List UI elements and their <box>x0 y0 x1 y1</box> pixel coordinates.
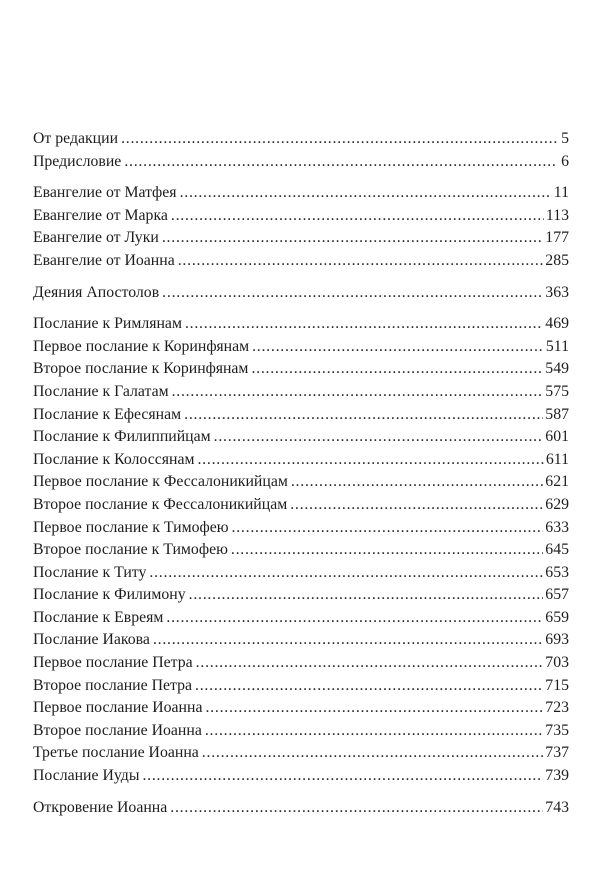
toc-entry <box>33 720 569 743</box>
toc-entry <box>33 381 569 404</box>
toc-entry-title: Послание к Филиппийцам <box>33 428 211 446</box>
toc-entry-page-number: 5 <box>561 130 569 147</box>
toc-entry <box>33 282 569 305</box>
toc-section <box>33 182 569 272</box>
toc-entry-page-number: 723 <box>545 699 569 717</box>
dot-leader <box>149 562 543 585</box>
toc-section <box>33 128 569 173</box>
dot-leader <box>205 697 543 720</box>
toc-entry-title: Первое послание Иоанна <box>33 699 203 717</box>
toc-entry-title: Откровение Иоанна <box>33 798 168 816</box>
toc-section <box>33 313 569 787</box>
dot-leader <box>251 358 543 381</box>
toc-entry <box>33 797 569 820</box>
toc-entry <box>33 742 569 765</box>
dot-leader <box>189 584 544 607</box>
dot-leader <box>162 227 543 250</box>
toc-entry <box>33 765 569 788</box>
dot-leader <box>231 539 543 562</box>
dot-leader <box>252 336 544 359</box>
toc-entry <box>33 652 569 675</box>
toc-entry <box>33 426 569 449</box>
toc-entry-title: Первое послание к Тимофею <box>33 518 229 536</box>
toc-entry-page-number: 549 <box>545 360 569 378</box>
toc-entry-title: Первое послание к Фессалоникийцам <box>33 473 288 491</box>
toc-entry-page-number: 645 <box>545 541 569 559</box>
toc-entry-title: Второе послание Иоанна <box>33 721 202 739</box>
toc-entry <box>33 250 569 273</box>
toc-entry-page-number: 11 <box>553 184 569 202</box>
dot-leader <box>202 742 544 765</box>
dot-leader <box>197 449 543 472</box>
toc-entry-title: Второе послание к Фессалоникийцам <box>33 495 288 513</box>
toc-entry <box>33 227 569 250</box>
dot-leader <box>185 313 543 336</box>
dot-leader <box>178 250 544 273</box>
toc-entry-page-number: 633 <box>545 518 569 536</box>
dot-leader <box>205 720 543 743</box>
toc-entry-page-number: 629 <box>545 495 569 513</box>
toc-entry <box>33 182 569 205</box>
toc-entry-title: Евангелие от Луки <box>33 229 159 247</box>
toc-entry-page-number: 511 <box>545 337 569 355</box>
toc-entry-title: Второе послание Петра <box>33 676 193 694</box>
toc-entry-title: Третье послание Иоанна <box>33 744 199 762</box>
toc-entry-title: Послание к Ефесянам <box>33 405 182 423</box>
toc-entry-title: Деяния Апостолов <box>33 283 160 301</box>
toc-entry-page-number: 735 <box>545 721 569 739</box>
toc-entry-page-number: 469 <box>545 315 569 333</box>
toc-entry-page-number: 587 <box>545 405 569 423</box>
toc-entry-page-number: 363 <box>545 283 569 301</box>
toc-entry <box>33 471 569 494</box>
dot-leader <box>162 282 543 305</box>
toc-entry-page-number: 6 <box>561 152 569 170</box>
toc-section <box>33 282 569 305</box>
toc-entry-page-number: 653 <box>545 563 569 581</box>
toc-entry-title: Послание к Римлянам <box>33 315 182 333</box>
toc-entry-page-number: 715 <box>545 676 569 694</box>
dot-leader <box>195 675 543 698</box>
toc-entry <box>33 404 569 427</box>
toc-entry-title: Евангелие от Марка <box>33 206 168 224</box>
toc-entry <box>33 336 569 359</box>
dot-leader <box>166 607 543 630</box>
toc-entry-title: Евангелие от Матфея <box>33 184 177 202</box>
toc-entry-title: Послание Иуды <box>33 767 140 785</box>
toc-entry-title: Послание к Галатам <box>33 382 169 400</box>
toc-entry-page-number: 601 <box>545 428 569 446</box>
dot-leader <box>232 517 544 540</box>
toc-entry <box>33 205 569 228</box>
toc-entry <box>33 128 569 151</box>
toc-entry-title: Евангелие от Иоанна <box>33 251 175 269</box>
dot-leader <box>142 765 543 788</box>
toc-entry-page-number: 739 <box>545 767 569 785</box>
toc-entry <box>33 629 569 652</box>
toc-entry-title: От редакции <box>33 130 119 147</box>
toc-entry <box>33 358 569 381</box>
toc-entry <box>33 697 569 720</box>
toc-entry-page-number: 743 <box>545 798 569 816</box>
dot-leader <box>124 151 557 174</box>
toc-entry-title: Второе послание к Тимофею <box>33 541 228 559</box>
dot-leader <box>172 381 544 404</box>
toc-entry-page-number: 703 <box>545 654 569 672</box>
toc-entry-page-number: 621 <box>545 473 569 491</box>
table-of-contents <box>33 128 569 819</box>
toc-entry-page-number: 575 <box>545 382 569 400</box>
toc-entry-title: Предисловие <box>33 152 122 170</box>
dot-leader <box>290 494 543 517</box>
toc-entry <box>33 584 569 607</box>
dot-leader <box>180 182 552 205</box>
dot-leader <box>170 797 543 820</box>
toc-entry <box>33 517 569 540</box>
toc-entry-title: Второе послание к Коринфянам <box>33 360 249 378</box>
dot-leader <box>184 404 543 427</box>
toc-entry-page-number: 737 <box>545 744 569 762</box>
toc-entry-page-number: 177 <box>545 229 569 247</box>
toc-entry <box>33 675 569 698</box>
dot-leader <box>171 205 544 228</box>
toc-entry-page-number: 693 <box>545 631 569 649</box>
toc-entry-page-number: 113 <box>545 206 569 224</box>
toc-section <box>33 797 569 820</box>
toc-entry <box>33 449 569 472</box>
dot-leader <box>214 426 544 449</box>
toc-entry-title: Первое послание Петра <box>33 654 193 672</box>
dot-leader <box>291 471 543 494</box>
toc-entry-page-number: 657 <box>545 586 569 604</box>
toc-entry-title: Послание к Титу <box>33 563 147 581</box>
toc-entry-title: Послание к Колоссянам <box>33 450 195 468</box>
toc-entry <box>33 151 569 174</box>
toc-entry <box>33 494 569 517</box>
toc-entry-title: Послание к Филимону <box>33 586 186 604</box>
toc-entry-title: Послание к Евреям <box>33 608 164 626</box>
dot-leader <box>121 128 557 151</box>
toc-entry-page-number: 659 <box>545 608 569 626</box>
toc-entry <box>33 539 569 562</box>
toc-entry <box>33 313 569 336</box>
toc-entry-page-number: 285 <box>545 251 569 269</box>
dot-leader <box>196 652 544 675</box>
toc-entry-title: Послание Иакова <box>33 631 150 649</box>
toc-entry <box>33 562 569 585</box>
dot-leader <box>153 629 543 652</box>
toc-entry-page-number: 611 <box>545 450 569 468</box>
toc-entry <box>33 607 569 630</box>
toc-entry-title: Первое послание к Коринфянам <box>33 337 250 355</box>
